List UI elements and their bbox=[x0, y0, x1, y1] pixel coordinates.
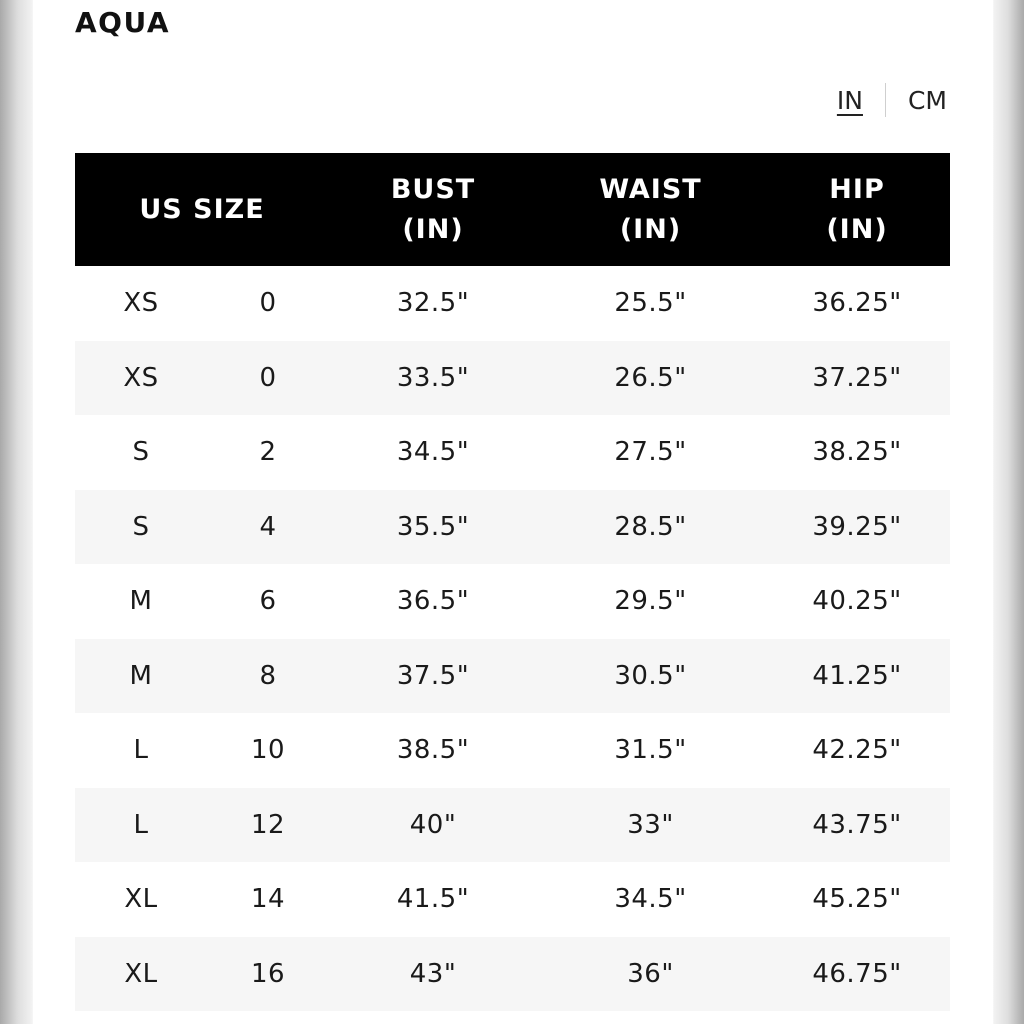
table-row bbox=[75, 341, 950, 416]
table-row bbox=[75, 564, 950, 639]
table-row bbox=[75, 862, 950, 937]
size-table bbox=[75, 153, 950, 1011]
cell-bust: 38.5" bbox=[396, 735, 470, 766]
unit-option-in[interactable]: IN bbox=[836, 85, 863, 115]
header-waist bbox=[537, 153, 764, 266]
cell-letter-size: S bbox=[132, 511, 150, 542]
cell-bust: 35.5" bbox=[396, 511, 470, 542]
cell-waist: 28.5" bbox=[614, 511, 687, 542]
cell-hip: 45.25" bbox=[812, 884, 902, 915]
cell-bust: 32.5" bbox=[396, 288, 470, 319]
cell-bust: 43" bbox=[409, 958, 457, 989]
cell-letter-size: XL bbox=[124, 958, 158, 989]
cell-waist: 33" bbox=[627, 809, 674, 840]
cell-number-size: 8 bbox=[259, 660, 277, 691]
header-hip-label: HIP bbox=[829, 173, 885, 205]
cell-letter-size: M bbox=[129, 660, 153, 691]
cell-number-size: 12 bbox=[250, 809, 286, 840]
cell-bust: 40" bbox=[409, 809, 457, 840]
header-waist-unit: (IN) bbox=[619, 213, 682, 245]
cell-bust: 34.5" bbox=[396, 437, 470, 468]
cell-letter-size: L bbox=[133, 735, 149, 766]
cell-hip: 39.25" bbox=[812, 511, 902, 542]
header-waist-label: WAIST bbox=[599, 173, 702, 205]
table-row bbox=[75, 788, 950, 863]
cell-number-size: 6 bbox=[259, 586, 277, 617]
header-bust bbox=[329, 153, 537, 266]
cell-number-size: 0 bbox=[259, 288, 277, 319]
header-bust-label: BUST bbox=[390, 173, 476, 205]
header-us-size bbox=[75, 153, 329, 266]
cell-bust: 37.5" bbox=[396, 660, 470, 691]
cell-letter-size: M bbox=[129, 586, 153, 617]
table-row bbox=[75, 639, 950, 714]
unit-divider bbox=[885, 83, 886, 117]
cell-number-size: 2 bbox=[259, 437, 277, 468]
table-row bbox=[75, 415, 950, 490]
table-header-row bbox=[75, 153, 950, 266]
unit-toggle bbox=[835, 80, 949, 120]
cell-waist: 30.5" bbox=[614, 660, 687, 691]
table-row bbox=[75, 490, 950, 565]
cell-hip: 42.25" bbox=[812, 735, 902, 766]
table-row bbox=[75, 266, 950, 341]
cell-bust: 41.5" bbox=[396, 884, 470, 915]
cell-hip: 38.25" bbox=[812, 437, 902, 468]
size-chart-panel bbox=[33, 0, 993, 1024]
brand-title: AQUA bbox=[75, 6, 171, 39]
cell-hip: 41.25" bbox=[812, 660, 902, 691]
cell-letter-size: XL bbox=[124, 884, 158, 915]
cell-number-size: 0 bbox=[259, 362, 277, 393]
cell-number-size: 4 bbox=[259, 511, 277, 542]
cell-hip: 37.25" bbox=[812, 362, 902, 393]
cell-waist: 26.5" bbox=[614, 362, 687, 393]
cell-number-size: 10 bbox=[250, 735, 286, 766]
size-table-body bbox=[75, 266, 950, 1011]
cell-waist: 27.5" bbox=[614, 437, 687, 468]
table-row bbox=[75, 937, 950, 1012]
cell-letter-size: L bbox=[133, 809, 149, 840]
cell-hip: 36.25" bbox=[812, 288, 902, 319]
cell-letter-size: S bbox=[132, 437, 150, 468]
cell-waist: 31.5" bbox=[614, 735, 687, 766]
header-bust-unit: (IN) bbox=[402, 213, 464, 245]
cell-number-size: 16 bbox=[250, 958, 286, 989]
cell-bust: 33.5" bbox=[396, 362, 470, 393]
header-hip-unit: (IN) bbox=[826, 213, 888, 245]
unit-option-cm[interactable]: CM bbox=[907, 85, 947, 115]
cell-waist: 29.5" bbox=[614, 586, 687, 617]
cell-hip: 43.75" bbox=[812, 809, 902, 840]
cell-letter-size: XS bbox=[123, 362, 159, 393]
table-row bbox=[75, 713, 950, 788]
cell-waist: 25.5" bbox=[614, 288, 687, 319]
cell-bust: 36.5" bbox=[396, 586, 470, 617]
header-us-size-label: US SIZE bbox=[139, 193, 265, 225]
cell-number-size: 14 bbox=[250, 884, 286, 915]
cell-hip: 40.25" bbox=[812, 586, 902, 617]
header-hip bbox=[764, 153, 950, 266]
cell-waist: 34.5" bbox=[614, 884, 687, 915]
cell-hip: 46.75" bbox=[812, 958, 902, 989]
cell-waist: 36" bbox=[627, 958, 674, 989]
cell-letter-size: XS bbox=[123, 288, 159, 319]
